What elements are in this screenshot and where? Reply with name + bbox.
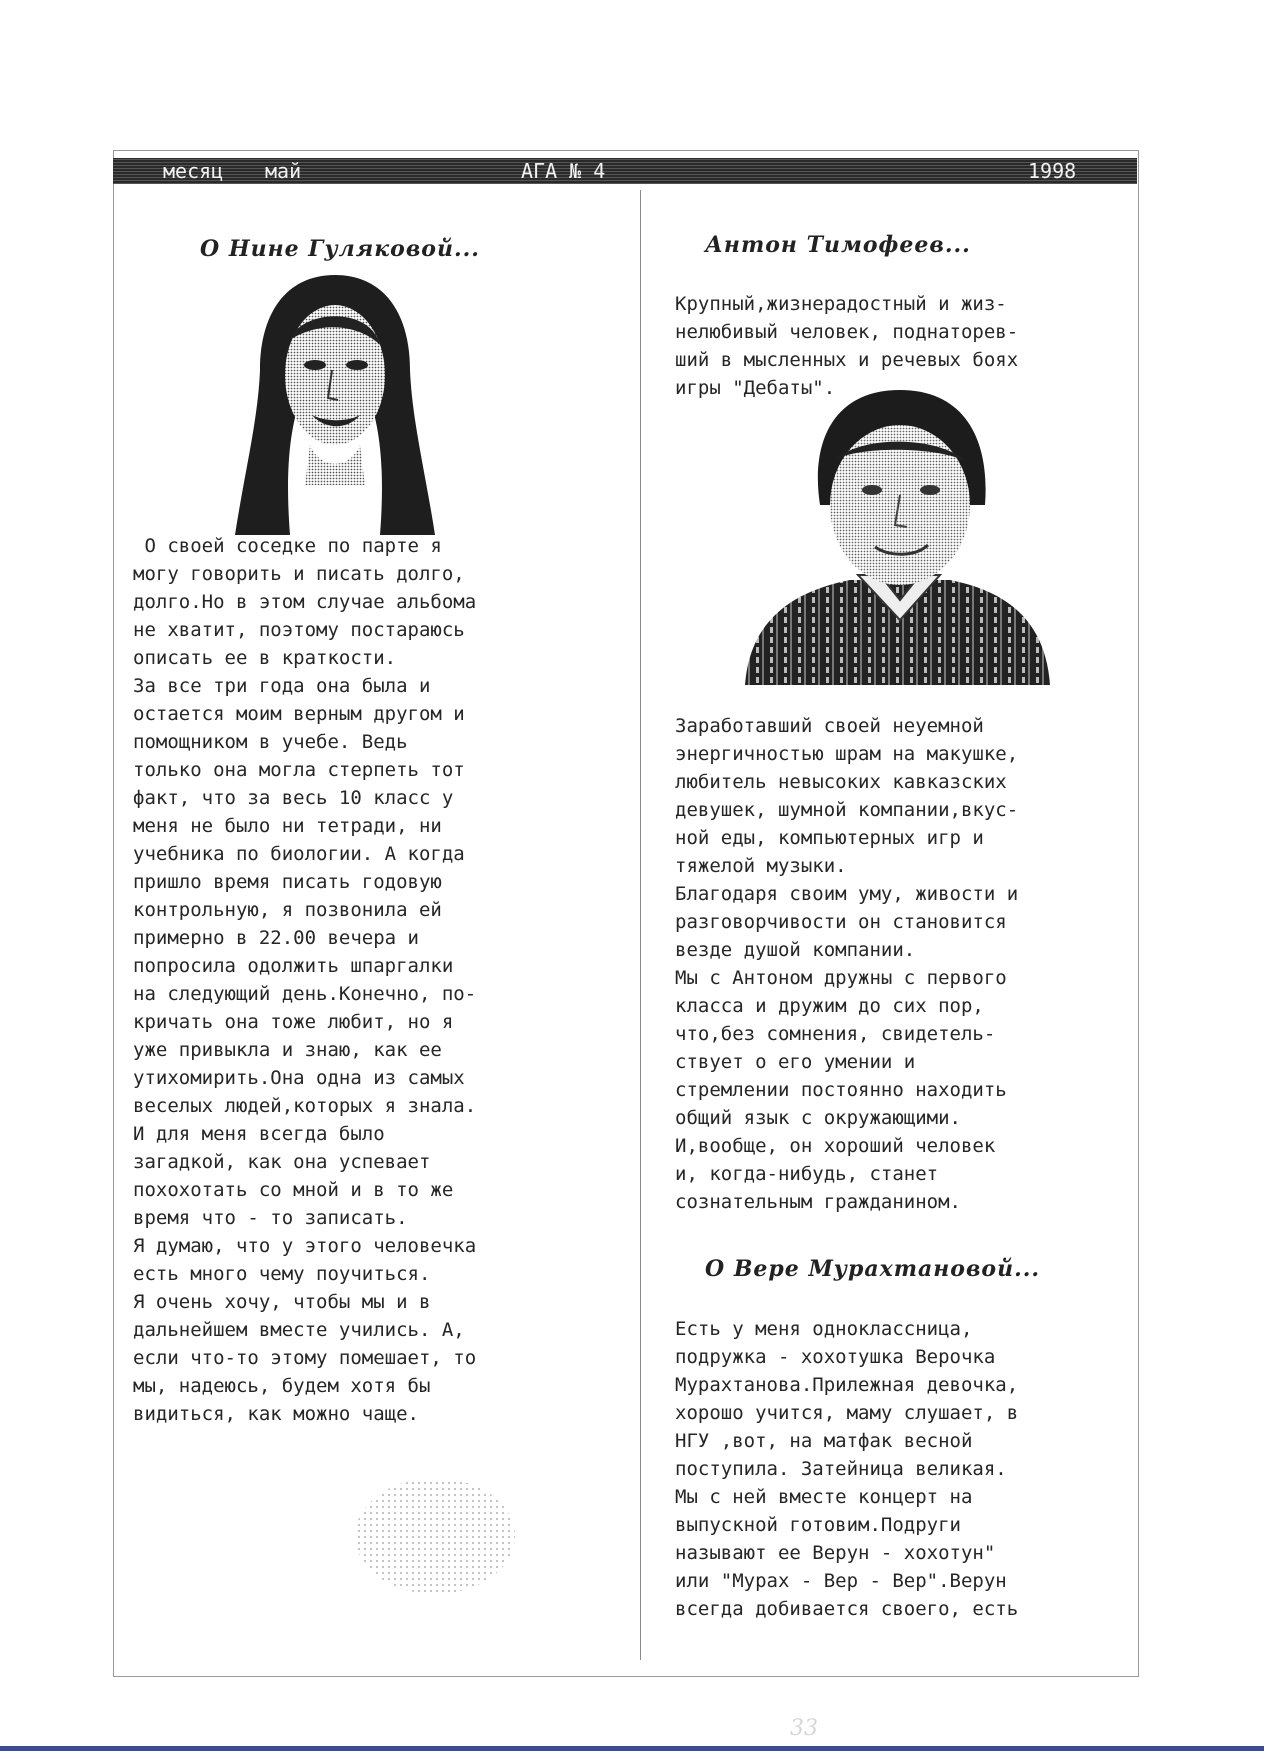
right-section-title-anton: Антон Тимофеев... bbox=[705, 232, 971, 258]
girl-portrait-photo bbox=[230, 270, 440, 540]
right-article-vera-text: Есть у меня одноклассница, подружка - хохотушка Верочка Мурахтанова.Прилежная девочка, хорошо учится, маму слушает, в НГУ ,вот, на матфак весной поступила. Затейница великая. Мы с ней вместе концерт на выпускной готовим.Подруги называют ее Верун - хохотун" или "Мурах - Вер - Вер".Верун всегда добивается своего, есть bbox=[675, 1318, 1019, 1620]
right-article-anton-text: Заработавший своей неуемной энергичностью шрам на макушке, любитель невысоких кавказских девушек, шумной компании,вкус- ной еды, компьютерных игр и тяжелой музыки. Благодаря своим уму, живости и разговорчивости он становится везде душой компании. Мы с Антоном дружны с первого класса и дружим до сих пор, что,без сомнения, свидетель- ствует о его умении и стремлении постоянно находить общий язык с окружающими. И,вообще, он хороший человек и, когда-нибудь, станет сознательным гражданином. bbox=[675, 715, 1019, 1213]
year: 1998 bbox=[1028, 159, 1077, 183]
right-section-title-vera: О Вере Мурахтановой... bbox=[705, 1256, 1041, 1282]
boy-portrait-photo bbox=[740, 385, 1060, 690]
dot-pattern-decoration bbox=[350, 1474, 520, 1599]
column-divider bbox=[640, 190, 641, 1660]
month-label: месяц bbox=[163, 159, 224, 183]
left-section-title: О Нине Гуляковой... bbox=[200, 236, 480, 262]
left-article-text: О своей соседке по парте я могу говорить и писать долго, долго.Но в этом случае альбома не хватит, поэтому постараюсь описать ее в краткости. За все три года она была и остается моим верным другом и помощником в учебе. Ведь только она могла стерпеть тот факт, что за весь 10 класс у меня не было ни тетради, ни учебника по биологии. А когда пришло время писать годовую контрольную, я позвонила ей примерно в 22.00 вечера и попросила одолжить шпаргалки на следующий день.Конечно, по- кричать она тоже любит, но я уже привыкла и знаю, как ее утихомирить.Она одна из самых веселых людей,которых я знала. И для меня всегда было загадкой, как она успевает похохотать со мной и в то же время что - то записать. Я думаю, что у этого человечка есть много чему поучиться. Я очень хочу, чтобы мы и в дальнейшем вместе учились. А, если что-то этому помешает, то мы, надеюсь, будем хотя бы видиться, как можно чаще. bbox=[133, 535, 477, 1425]
scan-bottom-edge bbox=[0, 1746, 1264, 1751]
right-article-intro-text: Крупный,жизнерадостный и жиз- нелюбивый человек, поднаторев- ший в мысленных и речевых боях игры "Дебаты". bbox=[675, 293, 1019, 399]
header-bar bbox=[113, 158, 1137, 184]
month-value: май bbox=[265, 159, 302, 183]
issue-number: АГА № 4 bbox=[521, 159, 606, 183]
page-number: 33 bbox=[790, 1716, 818, 1741]
